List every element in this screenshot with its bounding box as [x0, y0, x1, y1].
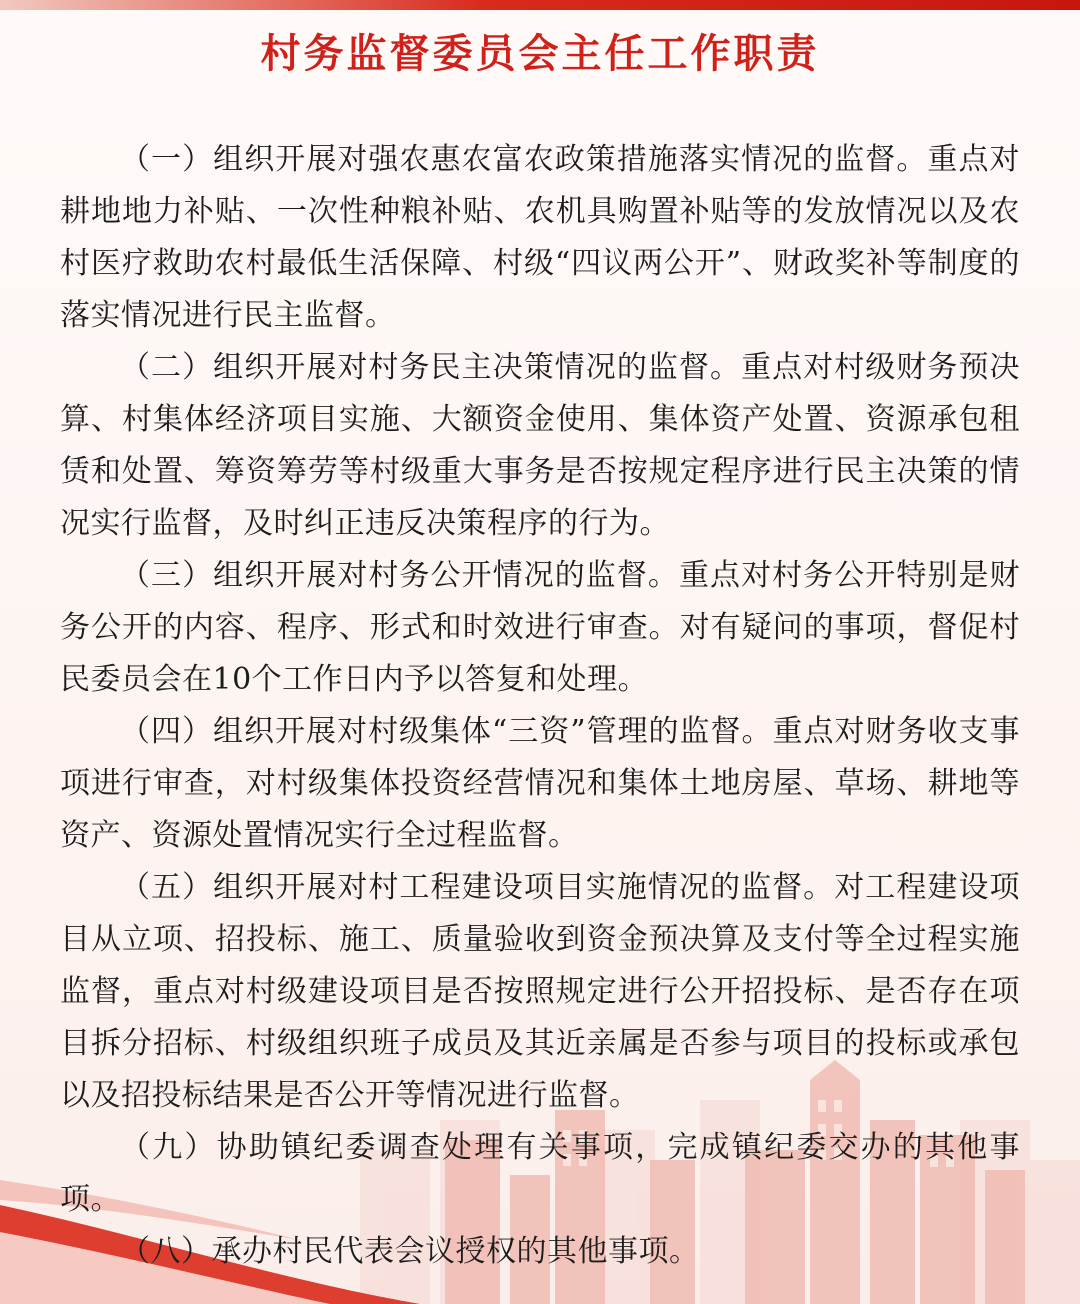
duty-paragraph-5: （五）组织开展对村工程建设项目实施情况的监督。对工程建设项目从立项、招投标、施工、质量验收到资金预决算及支付等全过程实施监督，重点对村级建设项目是否按照规定进行公开招投标、是否存在项目拆分招标、村级组织班子成员及其近亲属是否参与项目的投标或承包以及招投标结果是否公开等情况进行监督。	[60, 870, 1020, 1113]
duty-paragraph-8: （八）承办村民代表会议授权的其他事项。	[120, 1234, 700, 1269]
duty-paragraph-1: （一）组织开展对强农惠农富农政策措施落实情况的监督。重点对耕地地力补贴、一次性种粮补贴、农机具购置补贴等的发放情况以及农村医疗救助农村最低生活保障、村级“四议两公开”、财政奖补等制度的落实情况进行民主监督。	[60, 142, 1020, 333]
duty-paragraph-9: （九）协助镇纪委调查处理有关事项，完成镇纪委交办的其他事项。	[60, 1130, 1020, 1217]
duty-paragraph-4: （四）组织开展对村级集体“三资”管理的监督。重点对财务收支事项进行审查，对村级集体投资经营情况和集体土地房屋、草场、耕地等资产、资源处置情况实行全过程监督。	[60, 714, 1020, 853]
duties-list	[60, 134, 1020, 1278]
duty-paragraph-2: （二）组织开展对村务民主决策情况的监督。重点对村级财务预决算、村集体经济项目实施、大额资金使用、集体资产处置、资源承包租赁和处置、筹资筹劳等村级重大事务是否按规定程序进行民主决策的情况实行监督，及时纠正违反决策程序的行为。	[60, 350, 1020, 541]
duty-paragraph-3: （三）组织开展对村务公开情况的监督。重点对村务公开特别是财务公开的内容、程序、形式和时效进行审查。对有疑问的事项，督促村民委员会在10个工作日内予以答复和处理。	[60, 558, 1020, 697]
page-title: 村务监督委员会主任工作职责	[260, 31, 820, 77]
